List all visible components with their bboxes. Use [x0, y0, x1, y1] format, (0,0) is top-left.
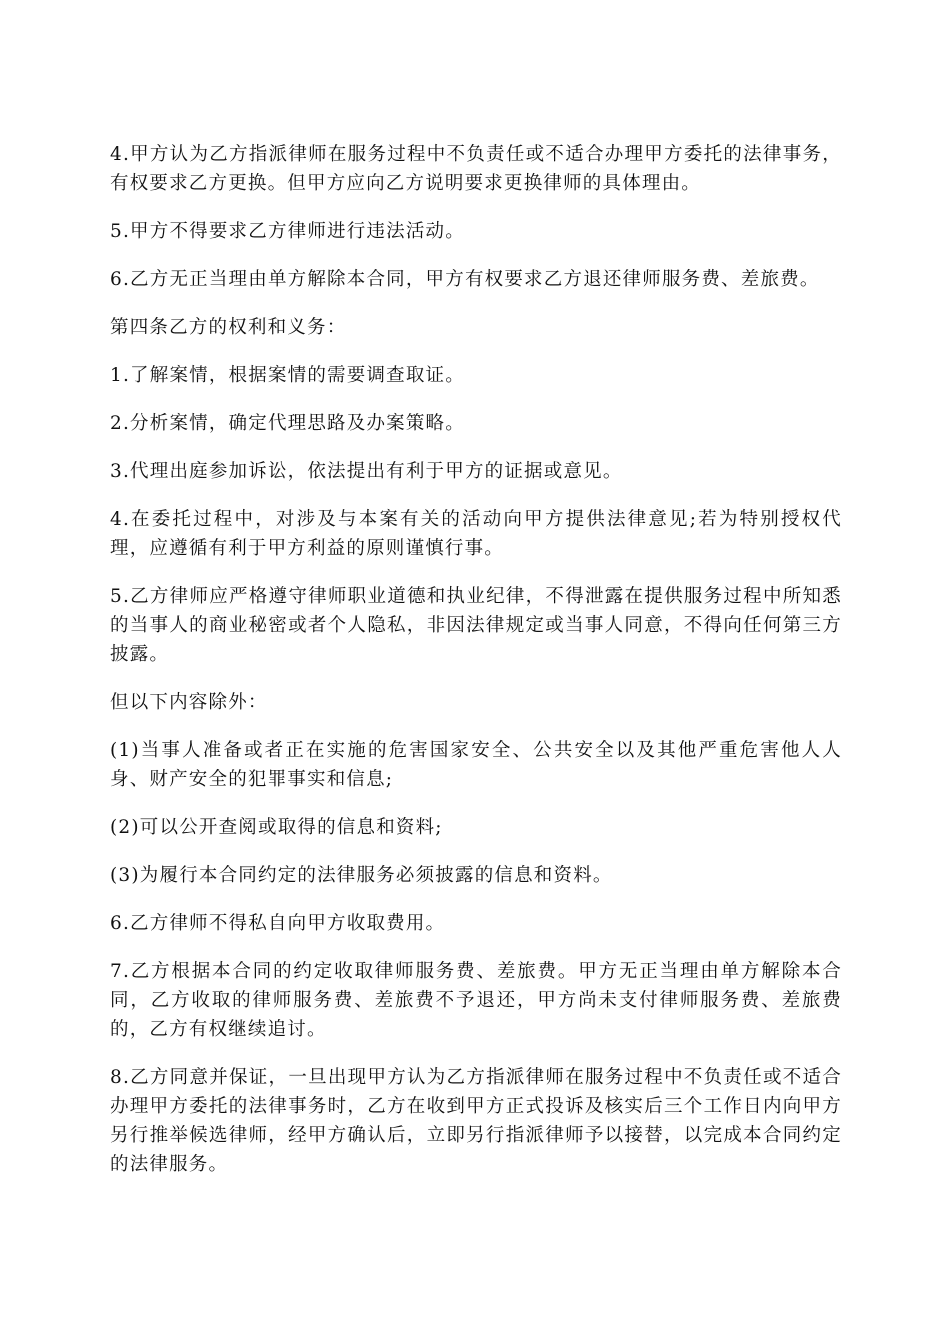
paragraph-3: 6.乙方无正当理由单方解除本合同，甲方有权要求乙方退还律师服务费、差旅费。 [110, 269, 820, 290]
paragraph-5: 1.了解案情，根据案情的需要调查取证。 [110, 365, 465, 386]
paragraph-8: 4.在委托过程中，对涉及与本案有关的活动向甲方提供法律意见;若为特别授权代理，应遵循有利于甲方利益的原则谨慎行事。 [110, 509, 842, 559]
paragraph-1: 4.甲方认为乙方指派律师在服务过程中不负责任或不适合办理甲方委托的法律事务，有权要求乙方更换。但甲方应向乙方说明要求更换律师的具体理由。 [110, 144, 842, 194]
section-heading: 第四条乙方的权利和义务： [110, 317, 347, 338]
paragraph-7: 3.代理出庭参加诉讼，依法提出有利于甲方的证据或意见。 [110, 461, 623, 482]
paragraph-2: 5.甲方不得要求乙方律师进行违法活动。 [110, 221, 465, 242]
document-body [110, 140, 842, 1198]
paragraph-6: 2.分析案情，确定代理思路及办案策略。 [110, 413, 465, 434]
paragraph-15: 7.乙方根据本合同的约定收取律师服务费、差旅费。甲方无正当理由单方解除本合同，乙方收取的律师服务费、差旅费不予退还，甲方尚未支付律师服务费、差旅费的，乙方有权继续追讨。 [110, 961, 842, 1040]
paragraph-11: (1)当事人准备或者正在实施的危害国家安全、公共安全以及其他严重危害他人人身、财产安全的犯罪事实和信息; [110, 740, 842, 790]
paragraph-12: (2)可以公开查阅或取得的信息和资料; [110, 817, 443, 838]
paragraph-13: (3)为履行本合同约定的法律服务必须披露的信息和资料。 [110, 865, 613, 886]
paragraph-10: 但以下内容除外： [110, 692, 268, 713]
paragraph-16: 8.乙方同意并保证，一旦出现甲方认为乙方指派律师在服务过程中不负责任或不适合办理甲方委托的法律事务时，乙方在收到甲方正式投诉及核实后三个工作日内向甲方另行推举候选律师，经甲方确认后，立即另行指派律师予以接替，以完成本合同约定的法律服务。 [110, 1067, 842, 1175]
paragraph-14: 6.乙方律师不得私自向甲方收取费用。 [110, 913, 446, 934]
paragraph-9: 5.乙方律师应严格遵守律师职业道德和执业纪律，不得泄露在提供服务过程中所知悉的当事人的商业秘密或者个人隐私，非因法律规定或当事人同意，不得向任何第三方披露。 [110, 586, 842, 665]
